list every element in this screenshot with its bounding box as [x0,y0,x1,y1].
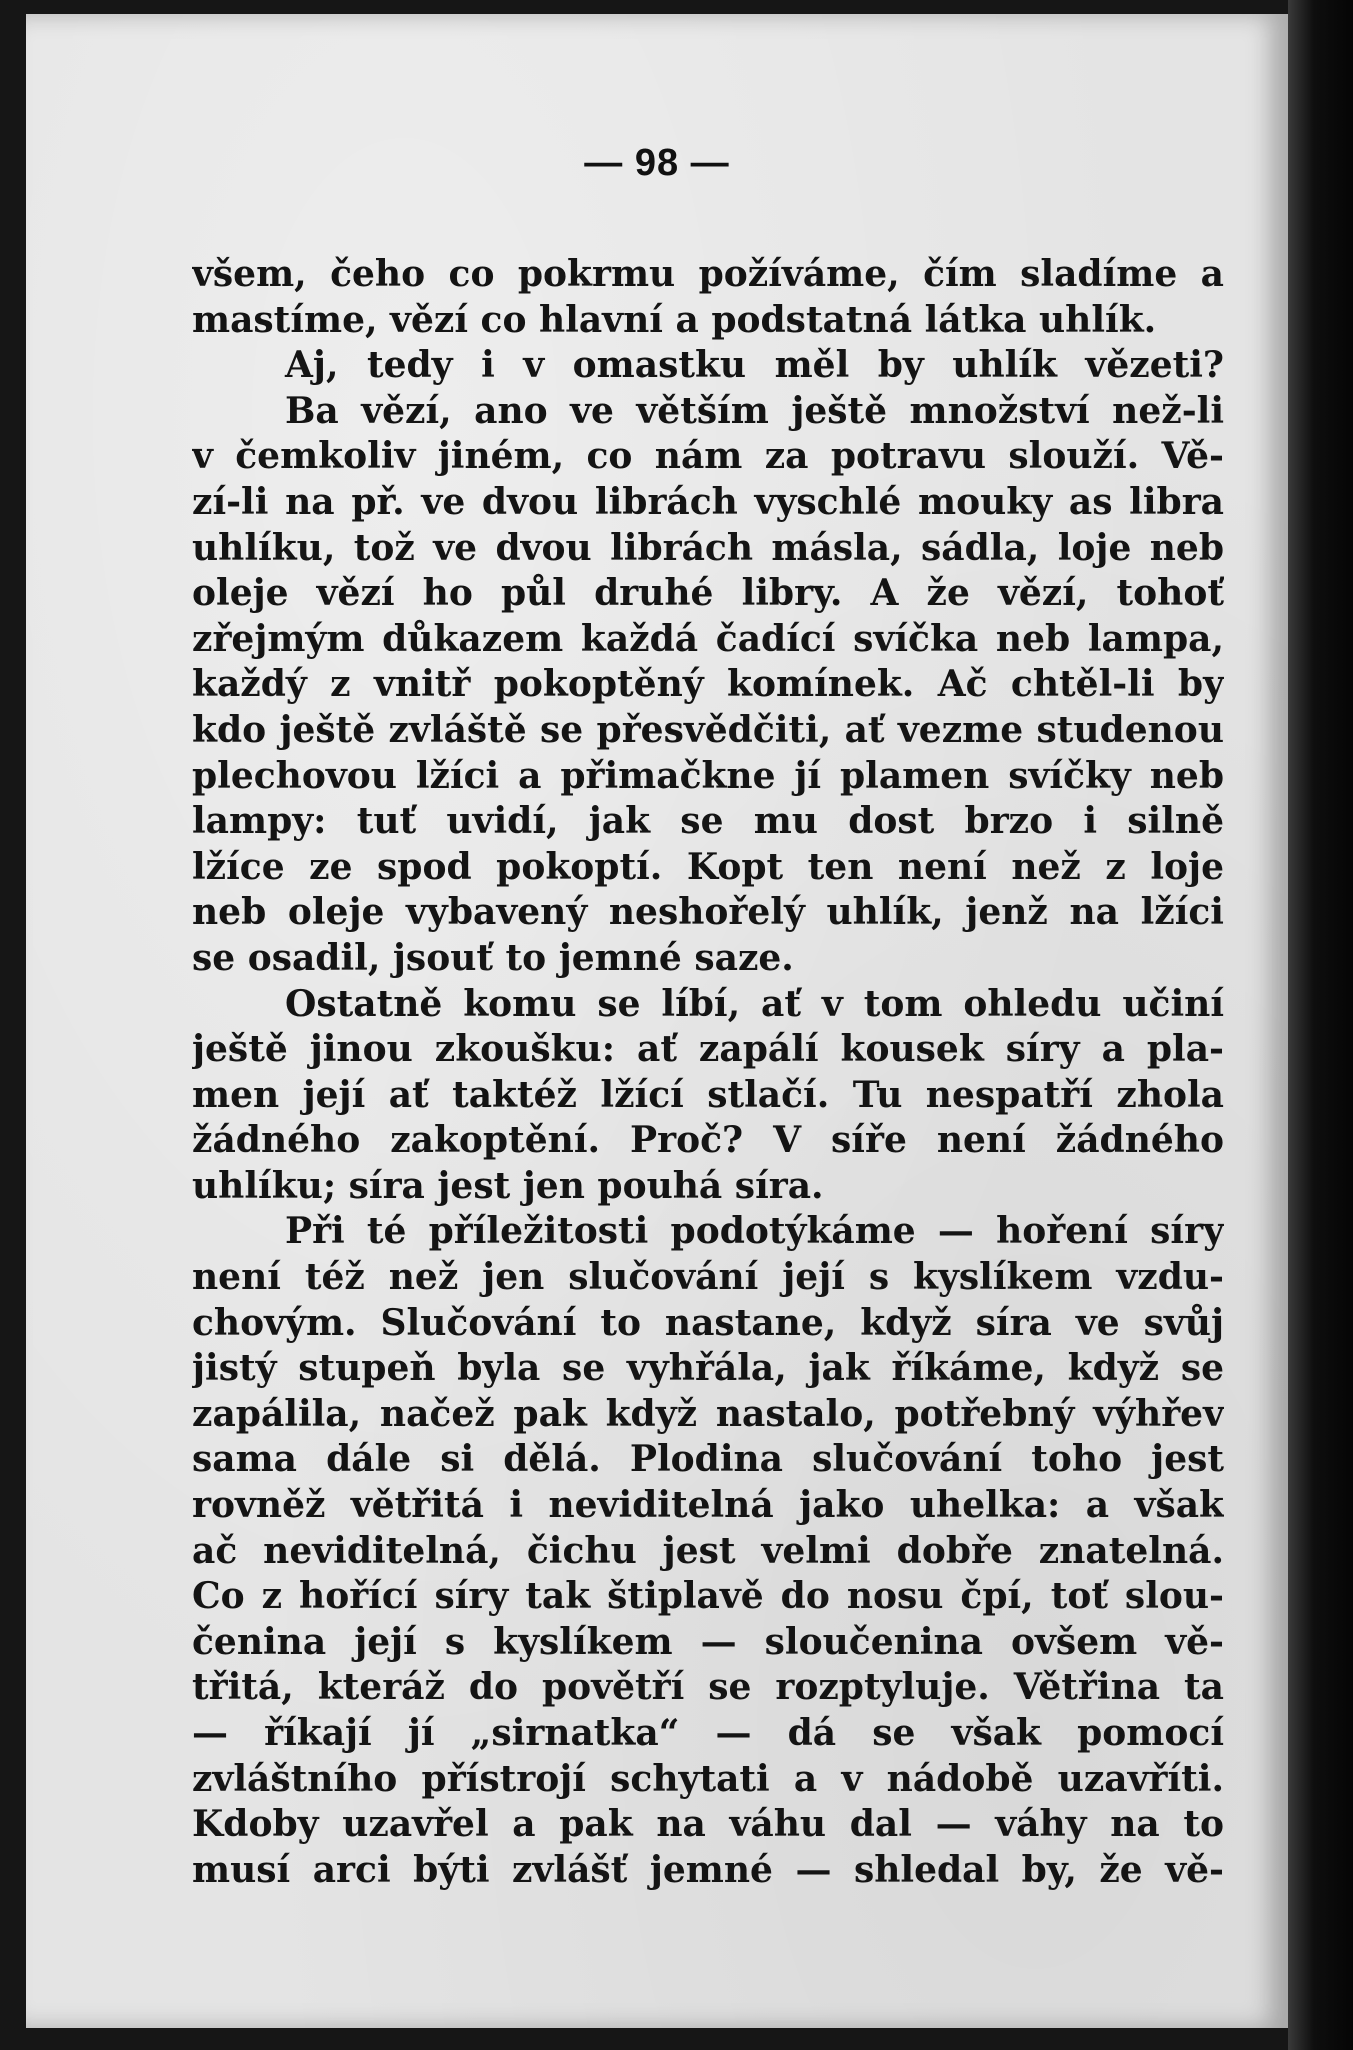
text-line: ještě jinou zkoušku: ať zapálí kousek síry a pla- [192,1028,1224,1071]
text-line: čenina její s kyslíkem — sloučenina ovšem vě- [192,1620,1224,1663]
body-text [192,252,1224,1893]
text-line: jistý stupeň byla se vyhřála, jak říkáme, když se [192,1347,1224,1390]
text-line: Při té příležitosti podotýkáme — hoření síry [285,1210,1224,1253]
text-line: zapálila, načež pak když nastalo, potřebný výhřev [192,1392,1224,1435]
text-line: ač neviditelná, čichu jest velmi dobře znatelná. [192,1529,1224,1572]
text-line: lžíce ze spod pokoptí. Kopt ten není než z loje [192,845,1224,888]
text-line: uhlíku, tož ve dvou librách másla, sádla, loje neb [192,526,1224,569]
text-line: sama dále si dělá. Plodina slučování toho jest [192,1438,1224,1481]
text-line: žádného zakoptění. Proč? V síře není žádného [192,1119,1224,1162]
text-line: — říkají jí „sirnatka“ — dá se však pomocí [192,1712,1224,1754]
book-spine [1288,0,1353,2050]
text-line: v čemkoliv jiném, co nám za potravu slouží. Vě- [192,435,1224,478]
text-line: Co z hořící síry tak štiplavě do nosu čpí, toť slou- [192,1575,1224,1618]
text-line: chovým. Slučování to nastane, když síra ve svůj [192,1301,1224,1344]
text-line: Ba vězí, ano ve větším ještě množství než-li [285,389,1224,432]
text-line: všem, čeho co pokrmu požíváme, čím sladíme a [192,253,1224,295]
text-line: men její ať taktéž lžící stlačí. Tu nespatří zhola [192,1073,1224,1116]
text-line: uhlíku; síra jest jen pouhá síra. [192,1164,824,1207]
page-number: — 98 — [584,142,730,184]
text-line: oleje vězí ho půl druhé libry. A že vězí, tohoť [192,572,1224,615]
text-line: se osadil, jsouť to jemné saze. [192,936,794,979]
text-line: třitá, kteráž do povětří se rozptyluje. Větřina ta [192,1666,1224,1709]
book-page [26,14,1288,2028]
text-line: Ostatně komu se líbí, ať v tom ohledu učiní [285,982,1224,1025]
text-line: neb oleje vybavený neshořelý uhlík, jenž na lžíci [192,891,1224,934]
text-line: zvláštního přístrojí schytati a v nádobě uzavříti. [192,1757,1224,1800]
text-line: lampy: tuť uvidí, jak se mu dost brzo i silně [192,800,1224,843]
text-line: není též než jen slučování její s kyslíkem vzdu- [192,1256,1224,1299]
text-line: rovněž větřitá i neviditelná jako uhelka: a však [192,1484,1224,1527]
text-line: Aj, tedy i v omastku měl by uhlík vězeti? [285,344,1224,387]
text-line: Kdoby uzavřel a pak na váhu dal — váhy na to [192,1803,1224,1846]
text-line: zí-li na př. ve dvou librách vyschlé mouky as libra [192,480,1224,523]
text-line: zřejmým důkazem každá čadící svíčka neb lampa, [192,617,1224,660]
text-line: kdo ještě zvláště se přesvědčiti, ať vezme studenou [192,708,1224,751]
text-line: mastíme, vězí co hlavní a podstatná látka uhlík. [192,298,1157,341]
text-line: musí arci býti zvlášť jemné — shledal by, že vě- [192,1848,1224,1891]
text-line: každý z vnitř pokoptěný komínek. Ač chtěl-li by [192,663,1224,706]
text-line: plechovou lžíci a přimačkne jí plamen svíčky neb [192,754,1224,797]
